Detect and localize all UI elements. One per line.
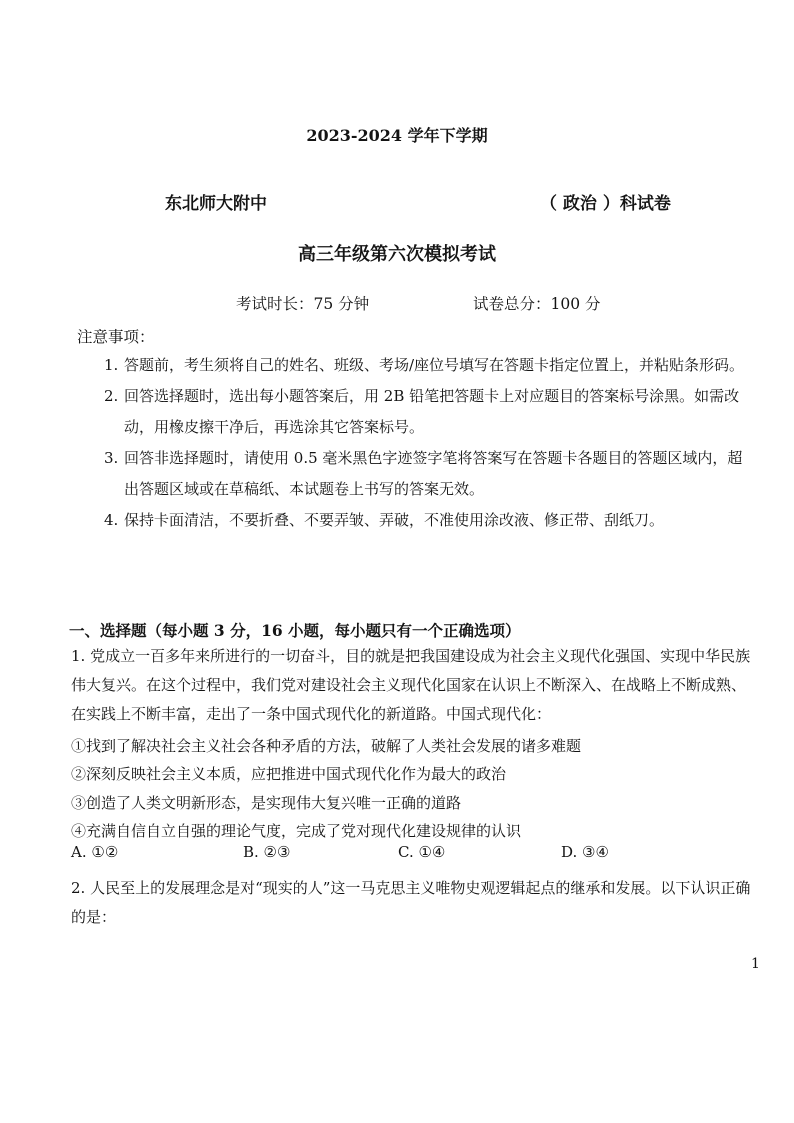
school-name: 东北师大附中 <box>165 194 267 214</box>
note-text: 回答非选择题时，请使用 0.5 毫米黑色字迹签字笔将答案写在答题卡各题目的答题区域内，超出答题区域或在草稿纸、本试题卷上书写的答案无效。 <box>124 449 743 498</box>
choice-c: C. ①④ <box>398 843 446 861</box>
exam-duration: 考试时长：75 分钟 <box>236 295 370 313</box>
note-text: 答题前，考生须将自己的姓名、班级、考场/座位号填写在答题卡指定位置上，并粘贴条形码。 <box>124 356 745 374</box>
note-number: 1. <box>104 356 119 374</box>
subject-title: （ 政治 ）科试卷 <box>540 194 671 214</box>
section-heading: 一、选择题（每小题 3 分，16 小题，每小题只有一个正确选项） <box>69 621 521 640</box>
note-item <box>104 443 754 505</box>
note-number: 3. <box>104 449 119 467</box>
note-number: 2. <box>104 387 119 405</box>
note-text: 保持卡面清洁，不要折叠、不要弄皱、弄破，不准使用涂改液、修正带、刮纸刀。 <box>124 511 665 529</box>
choice-b: B. ②③ <box>243 843 291 861</box>
notes-list <box>104 350 754 536</box>
exam-total-score: 试卷总分：100 分 <box>473 295 601 313</box>
note-text: 回答选择题时，选出每小题答案后，用 2B 铅笔把答题卡上对应题目的答案标号涂黑。如需改动，用橡皮擦干净后，再选涂其它答案标号。 <box>124 387 740 436</box>
statement-3: ③创造了人类文明新形态，是实现伟大复兴唯一正确的道路 <box>71 794 462 812</box>
note-item <box>104 381 754 443</box>
term-heading: 2023-2024 学年下学期 <box>306 126 488 145</box>
page-number: 1 <box>751 956 760 972</box>
statement-2: ②深刻反映社会主义本质，应把推进中国式现代化作为最大的政治 <box>71 765 507 783</box>
statement-1: ①找到了解决社会主义社会各种矛盾的方法，破解了人类社会发展的诸多难题 <box>71 737 582 755</box>
note-item <box>104 505 754 536</box>
exam-title: 高三年级第六次模拟考试 <box>298 244 496 265</box>
choice-d: D. ③④ <box>561 843 609 861</box>
note-item <box>104 350 754 381</box>
statement-4: ④充满自信自立自强的理论气度，完成了党对现代化建设规律的认识 <box>71 822 522 840</box>
notes-title: 注意事项： <box>77 328 155 346</box>
question-2-stem: 2. 人民至上的发展理念是对“现实的人”这一马克思主义唯物史观逻辑起点的继承和发展。以下认识正确的是： <box>71 879 751 926</box>
note-number: 4. <box>104 511 119 529</box>
question-1-stem: 1. 党成立一百多年来所进行的一切奋斗，目的就是把我国建设成为社会主义现代化强国、实现中华民族伟大复兴。在这个过程中，我们党对建设社会主义现代化国家在认识上不断深入、在战略上不断成熟、在实践上不断丰富，走出了一条中国式现代化的新道路。中国式现代化： <box>71 647 751 723</box>
choice-a: A. ①② <box>71 843 119 861</box>
